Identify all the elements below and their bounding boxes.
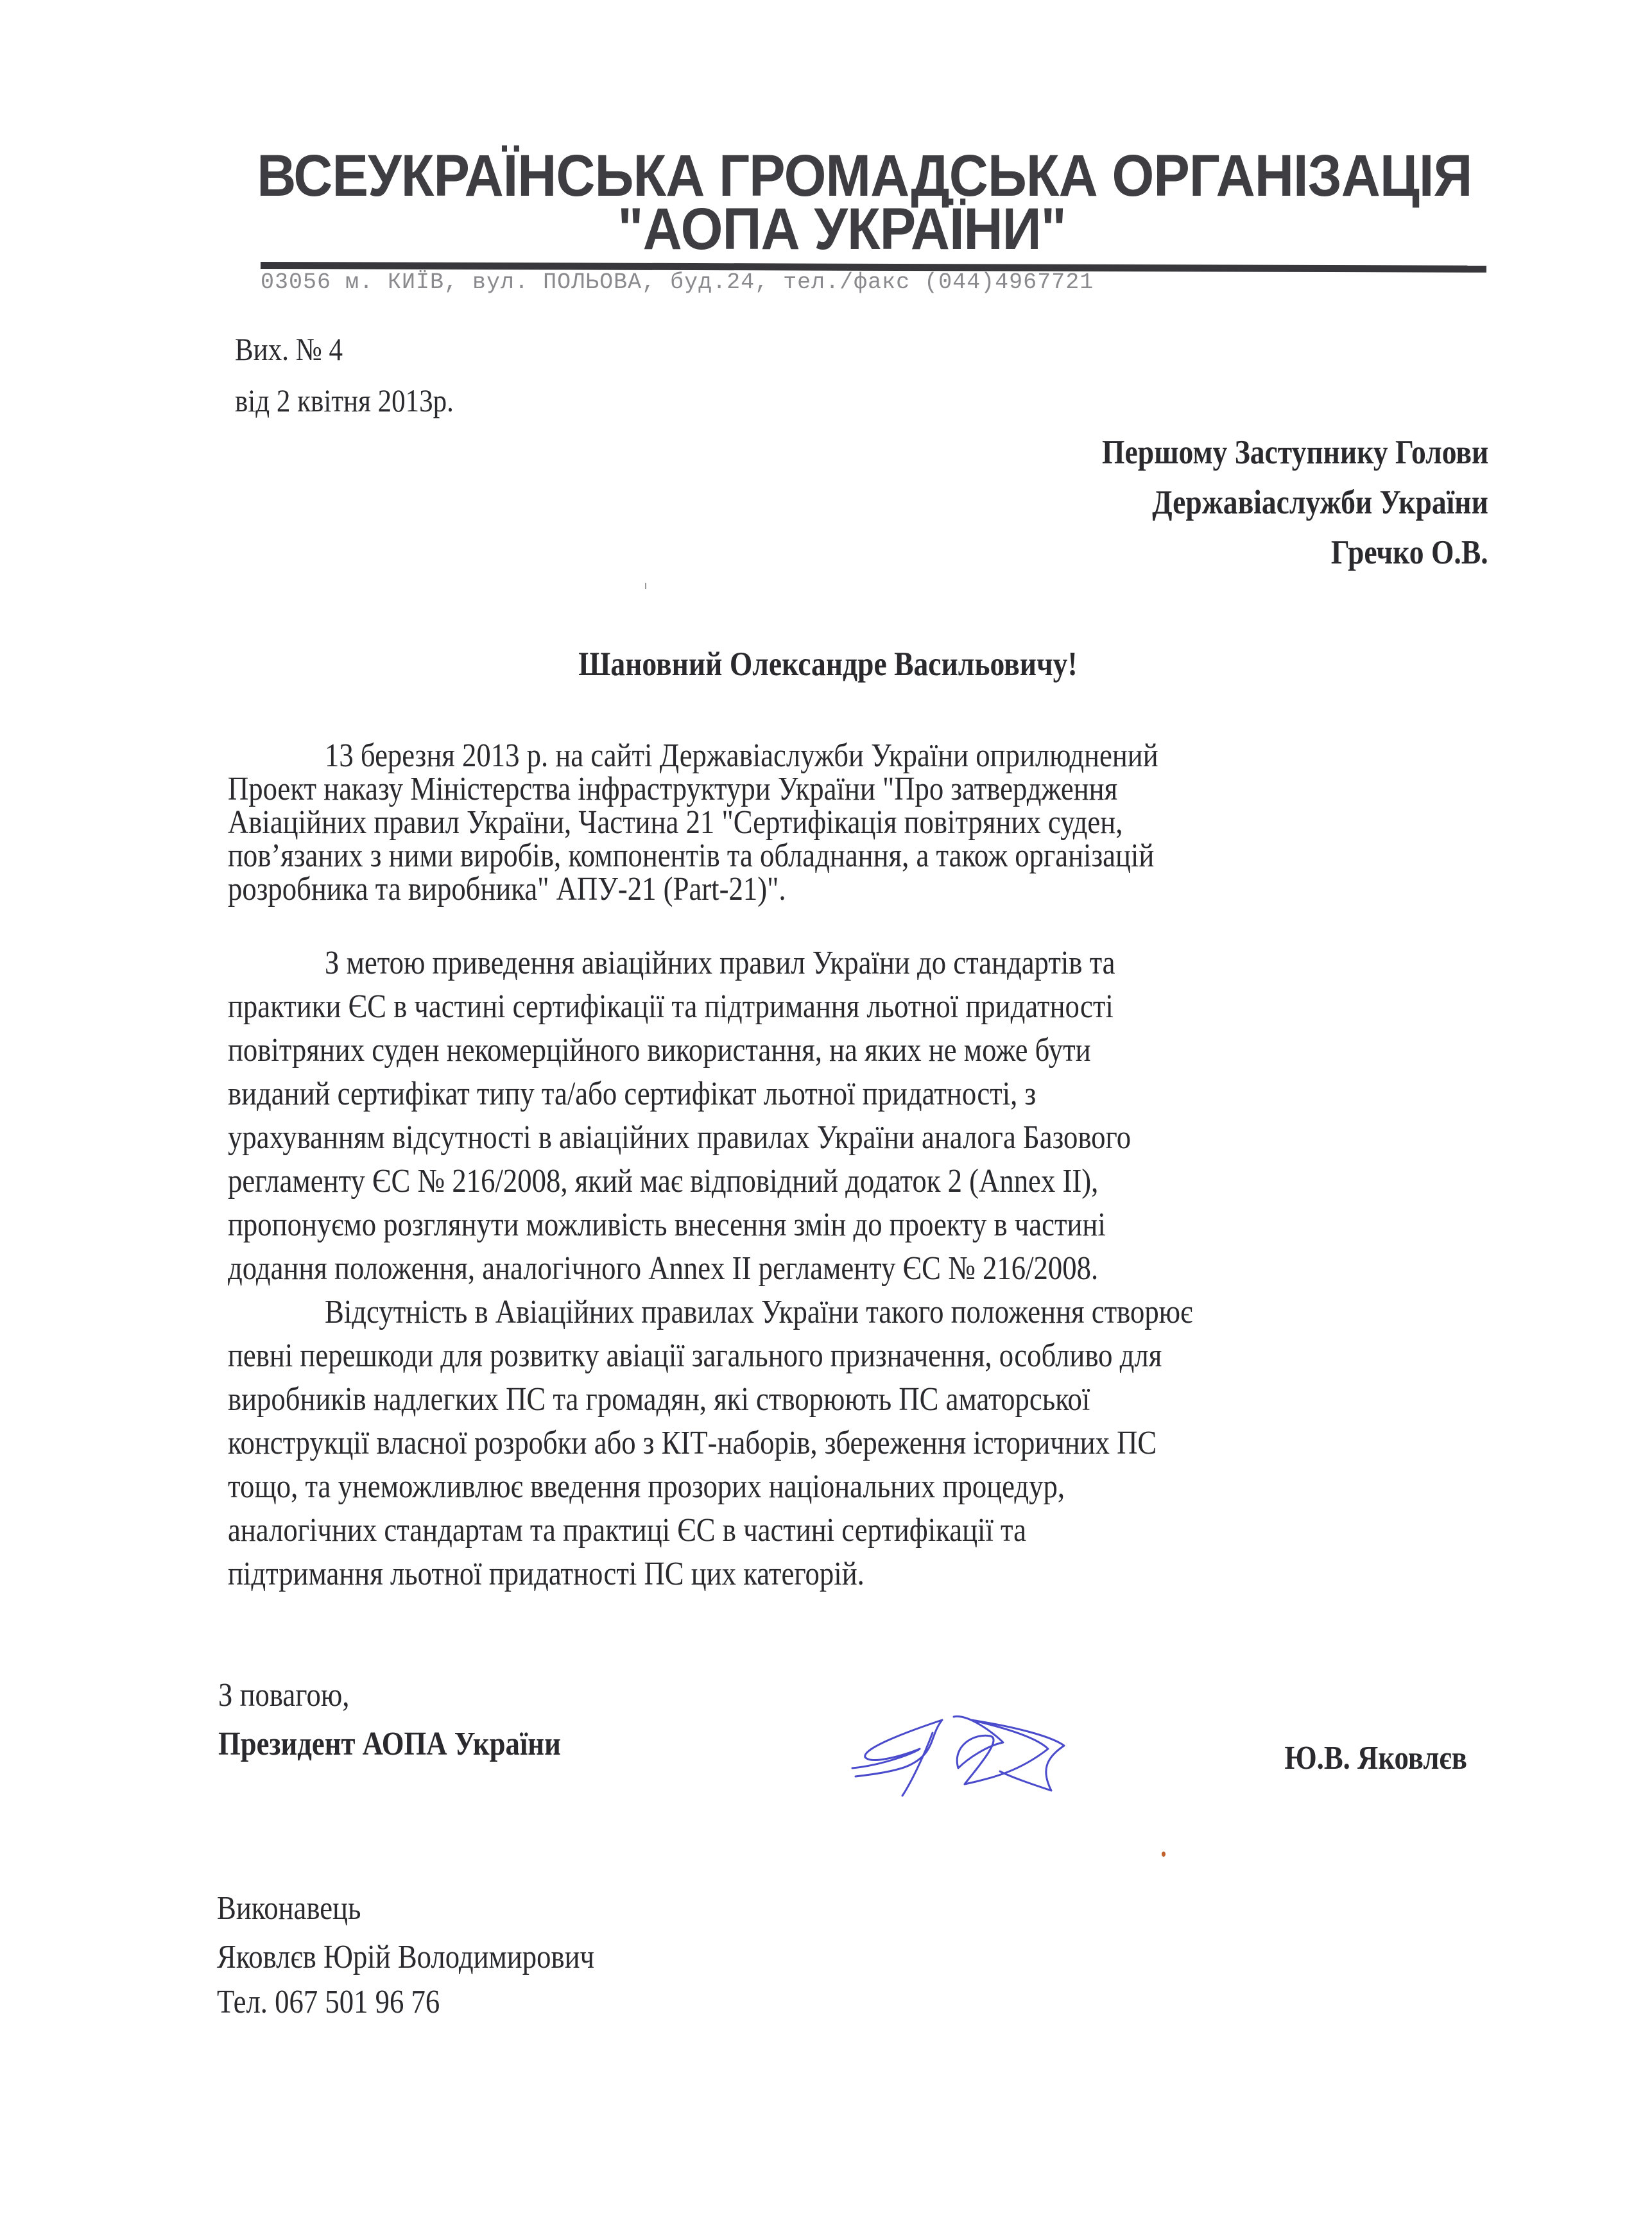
body-line: конструкції власної розробки або з КІТ-наборів, збереження історичних ПС [228, 1425, 1157, 1461]
outgoing-number: Вих. № 4 [235, 331, 343, 367]
recipient-line: Гречко О.В. [1331, 534, 1488, 571]
body-line: регламенту ЄС № 216/2008, який має відповідний додаток 2 (Annex II), [228, 1163, 1099, 1199]
salutation: Шановний Олександре Васильовичу! [578, 646, 1078, 683]
signer-position: Президент АОПА України [218, 1726, 561, 1762]
signer-name: Ю.В. Яковлєв [1284, 1740, 1467, 1776]
scan-mark [645, 583, 646, 589]
body-line: Відсутність в Авіаційних правилах України такого положення створює [325, 1294, 1193, 1330]
body-line: практики ЄС в частині сертифікації та підтримання льотної придатності [228, 988, 1114, 1025]
executor-name: Яковлєв Юрій Володимирович [217, 1939, 594, 1975]
executor-label: Виконавець [217, 1890, 361, 1927]
organization-name-line1: ВСЕУКРАЇНСЬКА ГРОМАДСЬКА ОРГАНІЗАЦІЯ [257, 143, 1472, 209]
body-line: додання положення, аналогічного Annex II регламенту ЄС № 216/2008. [228, 1250, 1099, 1287]
body-line: пропонуємо розглянути можливість внесення змін до проекту в частині [228, 1207, 1106, 1243]
organization-name-line2: "АОПА УКРАЇНИ" [617, 196, 1067, 262]
body-line: урахуванням відсутності в авіаційних правилах України аналога Базового [228, 1119, 1131, 1156]
body-line: підтримання льотної придатності ПС цих категорій. [228, 1556, 865, 1592]
body-line: З метою приведення авіаційних правил України до стандартів та [325, 945, 1115, 981]
body-line: виданий сертифікат типу та/або сертифікат льотної придатності, з [228, 1076, 1037, 1112]
body-line: виробників надлегких ПС та громадян, які створюють ПС аматорської [228, 1381, 1090, 1418]
body-line: 13 березня 2013 р. на сайті Державіаслужби України оприлюднений [325, 737, 1158, 774]
body-line: Авіаційних правил України, Частина 21 "Сертифікація повітряних суден, [228, 804, 1123, 841]
ink-spot [1162, 1852, 1166, 1857]
body-line: Проект наказу Міністерства інфраструктури України "Про затвердження [228, 771, 1118, 807]
recipient-line: Першому Заступнику Голови [1101, 434, 1488, 471]
letter-date: від 2 квітня 2013р. [235, 383, 454, 418]
executor-phone: Тел. 067 501 96 76 [217, 1984, 440, 2020]
body-line: повітряних суден некомерційного використання, на яких не може бути [228, 1032, 1091, 1069]
body-line: певні перешкоди для розвитку авіації загального призначення, особливо для [228, 1337, 1162, 1374]
closing-regards: З повагою, [218, 1677, 350, 1714]
body-line: пов’язаних з ними виробів, компонентів та обладнання, а також організацій [228, 838, 1155, 874]
body-line: аналогічних стандартам та практиці ЄС в частині сертифікації та [228, 1512, 1027, 1549]
organization-address: 03056 м. КИЇВ, вул. ПОЛЬОВА, буд.24, тел./факс (044)4967721 [261, 270, 1094, 295]
body-line: тощо, та унеможливлює введення прозорих національних процедур, [228, 1468, 1065, 1505]
body-line: розробника та виробника" АПУ-21 (Part-21)". [228, 871, 786, 907]
handwritten-signature-icon [846, 1707, 1115, 1797]
recipient-line: Державіаслужби України [1152, 484, 1488, 521]
